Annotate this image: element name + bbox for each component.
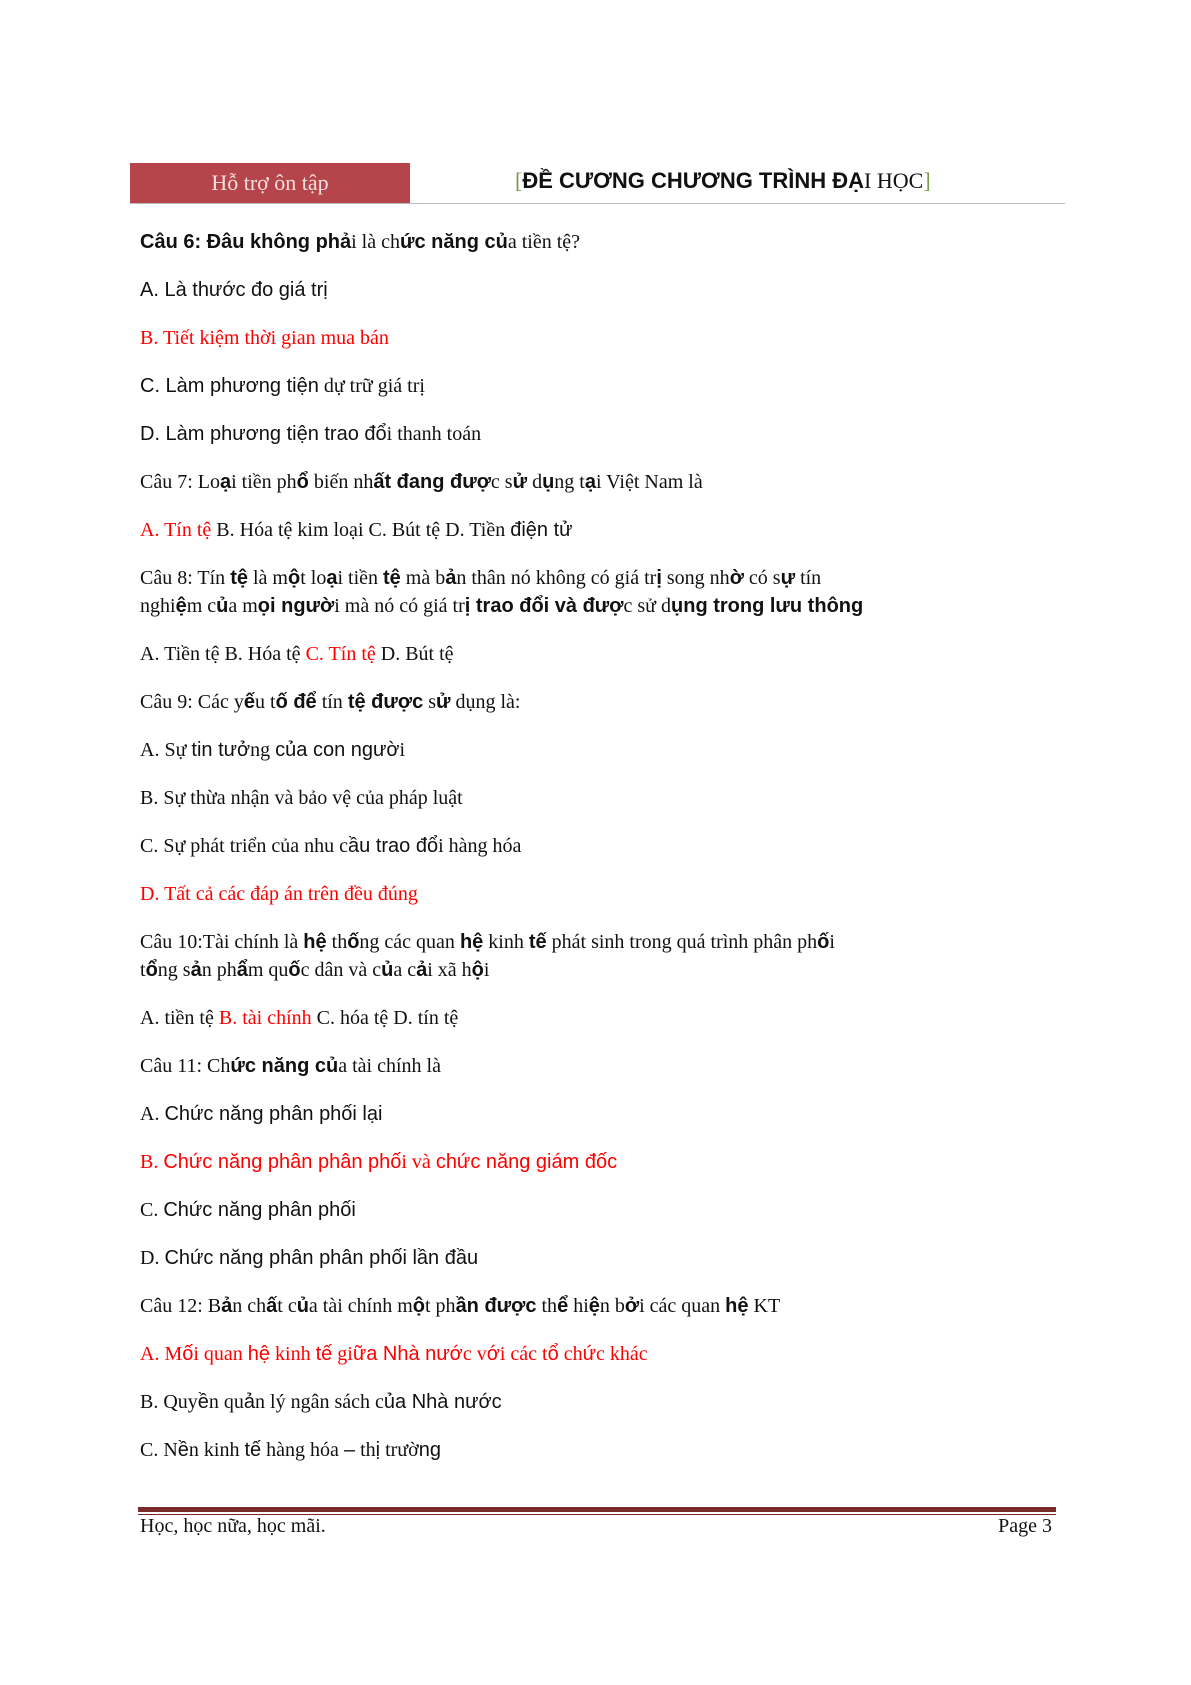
- q6-option-b-answer: B. Tiết kiệm thời gian mua bán: [140, 327, 389, 349]
- question-10-line-1: Câu 10:Tài chính là hệ thống các quan hệ kinh tế phát sinh trong quá trình phân phối: [140, 931, 835, 953]
- q10-options: A. tiền tệ B. tài chính C. hóa tệ D. tín tệ: [140, 1007, 459, 1029]
- q8-answer: C. Tín tệ: [305, 643, 376, 665]
- q9-option-b: B. Sự thừa nhận và bảo vệ của pháp luật: [140, 787, 463, 809]
- question-10-line-2: tổng sản phẩm quốc dân và của cải xã hội: [140, 959, 490, 981]
- question-8-line-1: Câu 8: Tín tệ là một loại tiền tệ mà bản thân nó không có giá trị song nhờ có sự tín: [140, 567, 822, 589]
- header-bracket-close: ]: [923, 168, 931, 193]
- q8-options: A. Tiền tệ B. Hóa tệ C. Tín tệ D. Bút tệ: [140, 643, 454, 665]
- q7-answer: A. Tín tệ: [140, 519, 212, 541]
- q7-options: A. Tín tệ B. Hóa tệ kim loại C. Bút tệ D. Tiền điện tử: [140, 519, 573, 541]
- question-11: Câu 11: Chức năng của tài chính là: [140, 1055, 441, 1077]
- q10-answer: B. tài chính: [218, 1007, 312, 1029]
- q11-option-a: A. Chức năng phân phối lại: [140, 1103, 383, 1125]
- q11-option-c: C. Chức năng phân phối: [140, 1199, 356, 1221]
- q11-option-d: D. Chức năng phân phân phối lần đầu: [140, 1247, 479, 1269]
- q12-option-a-answer: A. Mối quan hệ kinh tế giữa Nhà nước với các tổ chức khác: [140, 1343, 648, 1365]
- q12-option-b: B. Quyền quản lý ngân sách của Nhà nước: [140, 1391, 502, 1413]
- question-12: Câu 12: Bản chất của tài chính một phần được thể hiện bởi các quan hệ KT: [140, 1295, 781, 1317]
- q9-option-a: A. Sự tin tưởng của con người: [140, 739, 406, 761]
- header-bracket-open: [: [515, 168, 523, 193]
- header-tab: Hỗ trợ ôn tập: [130, 163, 410, 203]
- question-7: Câu 7: Loại tiền phổ biến nhất đang được sử dụng tại Việt Nam là: [140, 471, 703, 493]
- q11-option-b-answer: B. Chức năng phân phân phối và chức năng giám đốc: [140, 1151, 618, 1173]
- header-title: [515, 164, 931, 198]
- question-6: Câu 6: Đâu không phải là chức năng của tiền tệ?: [140, 231, 581, 253]
- q9-option-d-answer: D. Tất cả các đáp án trên đều đúng: [140, 883, 418, 905]
- document-body: [140, 228, 1040, 1464]
- header-title-bold: ĐỀ CƯƠNG CHƯƠNG TRÌNH ĐẠ: [522, 168, 865, 193]
- question-9: Câu 9: Các yếu tố để tín tệ được sử dụng là:: [140, 691, 521, 713]
- header-divider: [130, 203, 1065, 204]
- footer-page-number: Page 3: [998, 1515, 1052, 1537]
- q9-option-c: C. Sự phát triển của nhu cầu trao đổi hàng hóa: [140, 835, 522, 857]
- q6-option-a: A. Là thước đo giá trị: [140, 279, 328, 301]
- q6-option-d: D. Làm phương tiện trao đổi thanh toán: [140, 423, 482, 445]
- q6-option-c: C. Làm phương tiện dự trữ giá trị: [140, 375, 425, 397]
- header-title-rest: I HỌC: [864, 168, 924, 193]
- q12-option-c: C. Nền kinh tế hàng hóa – thị trường: [140, 1439, 441, 1461]
- question-8-line-2: nghiệm của mọi người mà nó có giá trị trao đổi và được sử dụng trong lưu thông: [140, 595, 864, 617]
- footer-motto: Học, học nữa, học mãi.: [140, 1515, 326, 1537]
